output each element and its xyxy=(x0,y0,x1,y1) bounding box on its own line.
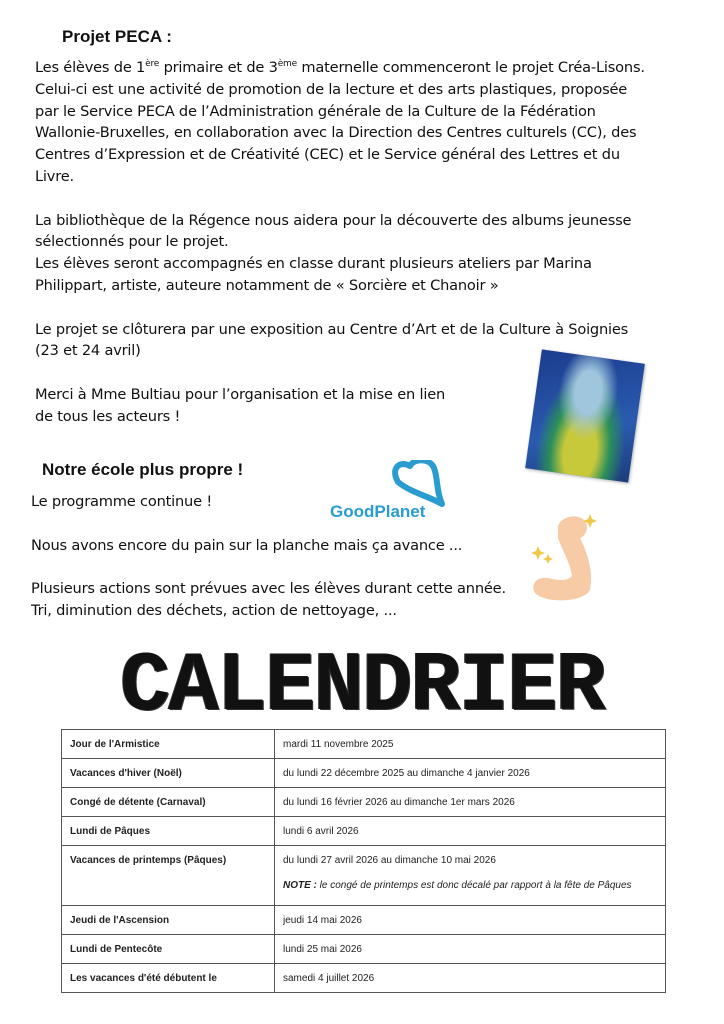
text-line: Livre. xyxy=(35,167,74,185)
superscript: ère xyxy=(145,59,160,70)
text-line: La bibliothèque de la Régence nous aidera pour la découverte des albums jeunesse xyxy=(35,211,632,229)
text: primaire et de 3 xyxy=(159,59,278,76)
book-cover-image xyxy=(525,349,645,482)
row-label: Congé de détente (Carnaval) xyxy=(62,788,275,817)
superscript: ème xyxy=(277,59,297,70)
text-line: Merci à Mme Bultiau pour l’organisation et la mise en lien xyxy=(35,385,446,403)
note-label: NOTE : xyxy=(283,880,317,891)
text-line: de tous les acteurs ! xyxy=(35,407,181,425)
table-row xyxy=(62,964,666,993)
table-row xyxy=(62,935,666,964)
calendar-title: CALENDRIER xyxy=(119,640,605,735)
text-line: Centres d’Expression et de Créativité (CEC) et le Service général des Lettres et du xyxy=(35,146,620,164)
row-value: lundi 6 avril 2026 xyxy=(275,817,666,846)
text-line: Les élèves seront accompagnés en classe durant plusieurs ateliers par Marina xyxy=(35,255,592,273)
text-line: Le programme continue ! xyxy=(31,493,212,510)
row-value xyxy=(275,846,666,906)
row-label: Jeudi de l'Ascension xyxy=(62,906,275,935)
calendar-table xyxy=(61,729,666,993)
text-line: (23 et 24 avril) xyxy=(35,342,141,360)
text-line: sélectionnés pour le projet. xyxy=(35,233,229,251)
peca-title: Projet PECA : xyxy=(62,27,172,46)
goodplanet-logo-text: GoodPlanet xyxy=(330,502,426,521)
text-line: Plusieurs actions sont prévues avec les élèves durant cette année. xyxy=(31,580,506,598)
row-label: Lundi de Pentecôte xyxy=(62,935,275,964)
note-text: le congé de printemps est donc décalé par rapport à la fête de Pâques xyxy=(316,880,632,891)
text: Les élèves de 1 xyxy=(35,59,146,76)
table-row xyxy=(62,846,666,906)
table-row xyxy=(62,906,666,935)
row-label: Vacances d'hiver (Noël) xyxy=(62,759,275,788)
row-value: du lundi 22 décembre 2025 au dimanche 4 janvier 2026 xyxy=(275,759,666,788)
text-line: Philippart, artiste, auteure notamment de « Sorcière et Chanoir » xyxy=(35,276,499,294)
row-label: Lundi de Pâques xyxy=(62,817,275,846)
text-line: Tri, diminution des déchets, action de nettoyage, ... xyxy=(31,601,397,619)
row-value: mardi 11 novembre 2025 xyxy=(275,730,666,759)
row-value: samedi 4 juillet 2026 xyxy=(275,964,666,993)
table-row xyxy=(62,759,666,788)
table-row xyxy=(62,730,666,759)
text-line: Celui-ci est une activité de promotion de la lecture et des arts plastiques, proposée xyxy=(35,80,628,98)
table-row xyxy=(62,817,666,846)
text-line xyxy=(31,556,506,578)
row-value: du lundi 16 février 2026 au dimanche 1er mars 2026 xyxy=(275,788,666,817)
text: maternelle commenceront le projet Créa-Lisons. xyxy=(296,59,645,76)
text-line: par le Service PECA de l’Administration générale de la Culture de la Fédération xyxy=(35,102,596,120)
text-line: Nous avons encore du pain sur la planche mais ça avance ... xyxy=(31,536,463,554)
ecole-title: Notre école plus propre ! xyxy=(42,460,244,479)
row-value-text: du lundi 27 avril 2026 au dimanche 10 mai 2026 xyxy=(283,855,496,866)
text-line: Wallonie-Bruxelles, en collaboration avec la Direction des Centres culturels (CC), des xyxy=(35,124,637,142)
text-line: Le projet se clôturera par une exposition au Centre d’Art et de la Culture à Soignies xyxy=(35,320,629,338)
peca-line-1 xyxy=(35,57,645,79)
table-row xyxy=(62,788,666,817)
row-label: Jour de l'Armistice xyxy=(62,730,275,759)
row-value: lundi 25 mai 2026 xyxy=(275,935,666,964)
row-value: jeudi 14 mai 2026 xyxy=(275,906,666,935)
row-label: Vacances de printemps (Pâques) xyxy=(62,846,275,906)
row-label: Les vacances d'été débutent le xyxy=(62,964,275,993)
row-note xyxy=(283,880,657,891)
flexed-biceps-icon xyxy=(528,510,618,605)
goodplanet-logo xyxy=(330,460,450,525)
